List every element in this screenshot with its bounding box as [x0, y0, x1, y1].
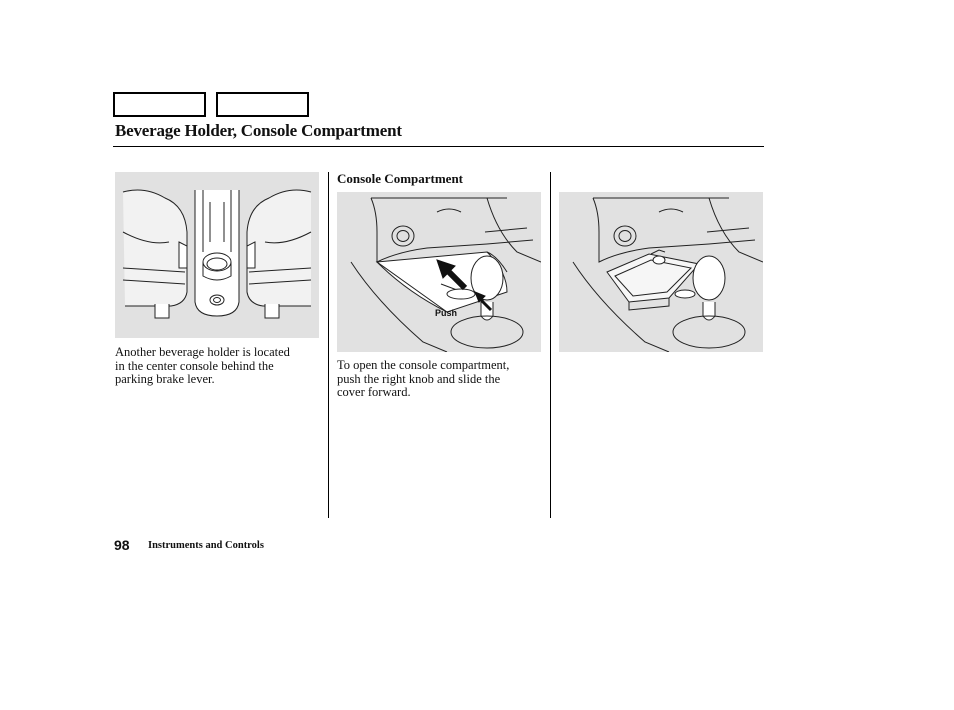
column-divider	[328, 172, 329, 518]
nav-tab-button[interactable]	[113, 92, 206, 117]
push-label: Push	[435, 308, 458, 318]
console-push-illustration	[337, 192, 541, 352]
section-name: Instruments and Controls	[148, 540, 264, 551]
nav-tab-button[interactable]	[216, 92, 309, 117]
console-open-illustration	[559, 192, 763, 352]
page-number: 98	[114, 537, 130, 553]
beverage-holder-illustration	[115, 172, 319, 338]
beverage-holder-description: Another beverage holder is located in the center console behind the parking brake lever.	[115, 345, 290, 386]
console-compartment-description: To open the console compartment, push the right knob and slide the cover forward.	[337, 358, 510, 399]
page-title: Beverage Holder, Console Compartment	[115, 121, 402, 140]
column-divider	[550, 172, 551, 518]
console-compartment-heading: Console Compartment	[337, 171, 464, 186]
title-rule	[113, 146, 764, 147]
